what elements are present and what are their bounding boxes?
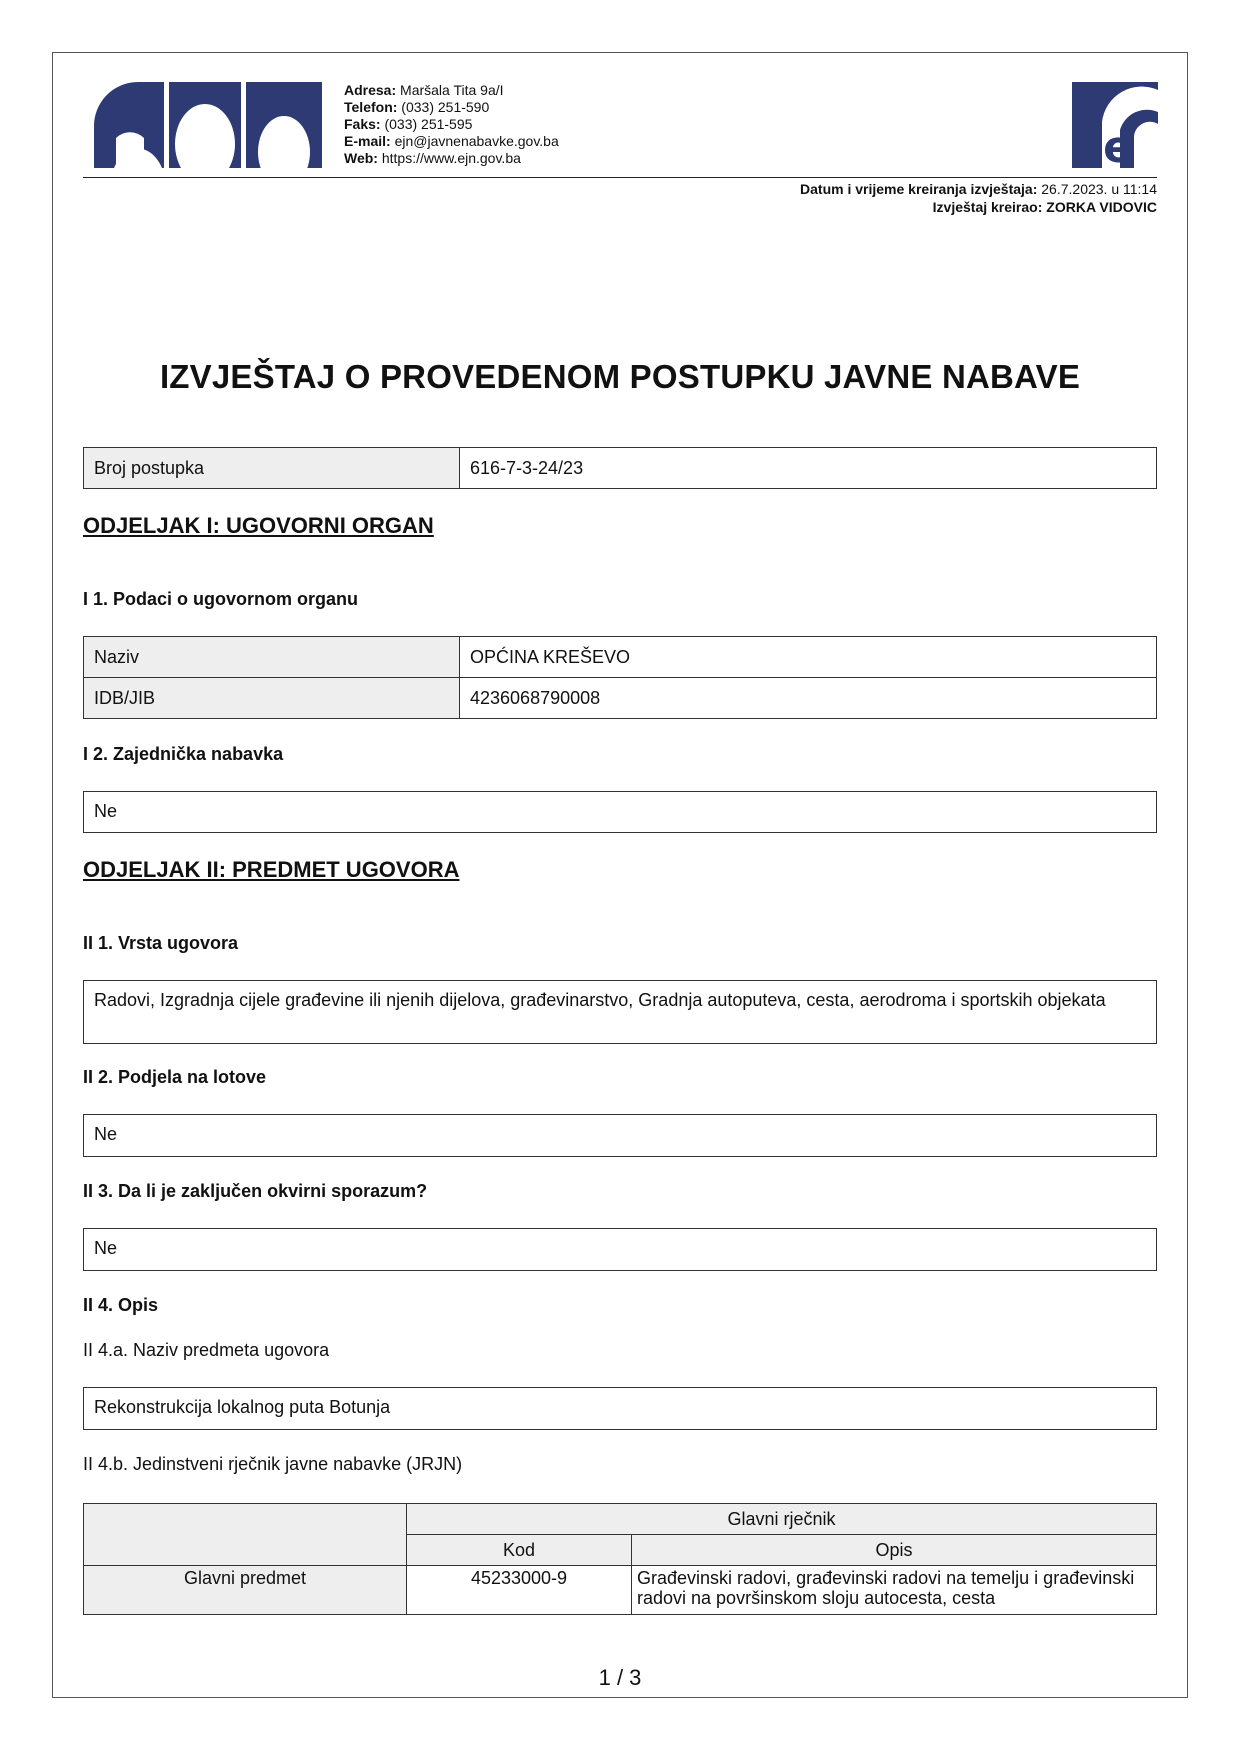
- authority-name-value: OPĆINA KREŠEVO: [460, 637, 1157, 678]
- procedure-value: 616-7-3-24/23: [460, 448, 1157, 489]
- i1-heading: I 1. Podaci o ugovornom organu: [83, 589, 359, 609]
- empty-header-cell: [84, 1504, 407, 1566]
- joint-procurement-value: Ne: [83, 791, 1157, 833]
- ii3-heading: II 3. Da li je zaključen okvirni sporazum?: [83, 1181, 428, 1201]
- contact-phone: Telefon: (033) 251-590: [344, 99, 490, 115]
- ii2-heading: II 2. Podjela na lotove: [83, 1067, 267, 1087]
- page-number: 1 / 3: [598, 1665, 642, 1690]
- main-subject-label: Glavni predmet: [84, 1566, 407, 1615]
- created-line: Datum i vrijeme kreiranja izvještaja: 26.7.2023. u 11:14: [800, 181, 1157, 197]
- authority-id-label: IDB/JIB: [84, 678, 460, 719]
- ejn-logo: [1072, 82, 1158, 168]
- code-header: Kod: [407, 1535, 632, 1566]
- contact-address: Adresa: Maršala Tita 9a/I: [344, 82, 504, 98]
- contact-fax: Faks: (033) 251-595: [344, 116, 473, 132]
- section-1-heading: ODJELJAK I: UGOVORNI ORGAN: [83, 513, 434, 538]
- ii1-heading: II 1. Vrsta ugovora: [83, 933, 239, 953]
- framework-value: Ne: [83, 1228, 1157, 1271]
- contract-type-value: Radovi, Izgradnja cijele građevine ili njenih dijelova, građevinarstvo, Gradnja autoputeva, cesta, aerodroma i sportskih objekata: [83, 980, 1157, 1044]
- procedure-label: Broj postupka: [84, 448, 460, 489]
- svg-text:e: e: [1103, 122, 1133, 168]
- i2-heading: I 2. Zajednička nabavka: [83, 744, 284, 764]
- main-subject-code: 45233000-9: [407, 1566, 632, 1615]
- authority-id-value: 4236068790008: [460, 678, 1157, 719]
- ii4b-label: II 4.b. Jedinstveni rječnik javne nabavke (JRJN): [83, 1454, 463, 1474]
- ii4a-label: II 4.a. Naziv predmeta ugovora: [83, 1340, 330, 1360]
- contract-subject-value: Rekonstrukcija lokalnog puta Botunja: [83, 1387, 1157, 1430]
- jrjn-table: [83, 1503, 1157, 1615]
- authority-table: [83, 636, 1157, 719]
- contact-web: Web: https://www.ejn.gov.ba: [344, 150, 521, 166]
- ii4-heading: II 4. Opis: [83, 1295, 159, 1315]
- author-line: Izvještaj kreirao: ZORKA VIDOVIC: [932, 199, 1157, 215]
- main-subject-description: Građevinski radovi, građevinski radovi na temelju i građevinski radovi na površinskom sloju autocesta, cesta: [632, 1566, 1157, 1615]
- group-header: Glavni rječnik: [407, 1504, 1157, 1535]
- report-meta: [800, 180, 1157, 216]
- procedure-table: [83, 447, 1157, 489]
- description-header: Opis: [632, 1535, 1157, 1566]
- section-2-heading: ODJELJAK II: PREDMET UGOVORA: [83, 857, 460, 882]
- header-divider: [83, 177, 1157, 178]
- table-row: [84, 637, 1157, 678]
- table-row: [84, 1504, 1157, 1535]
- authority-name-label: Naziv: [84, 637, 460, 678]
- lots-value: Ne: [83, 1114, 1157, 1157]
- table-row: [84, 1566, 1157, 1615]
- document-title: IZVJEŠTAJ O PROVEDENOM POSTUPKU JAVNE NABAVE: [159, 358, 1081, 395]
- contact-email: E-mail: ejn@javnenabavke.gov.ba: [344, 133, 559, 149]
- ajn-logo: [94, 82, 322, 168]
- contact-block: [344, 82, 559, 167]
- table-row: [84, 678, 1157, 719]
